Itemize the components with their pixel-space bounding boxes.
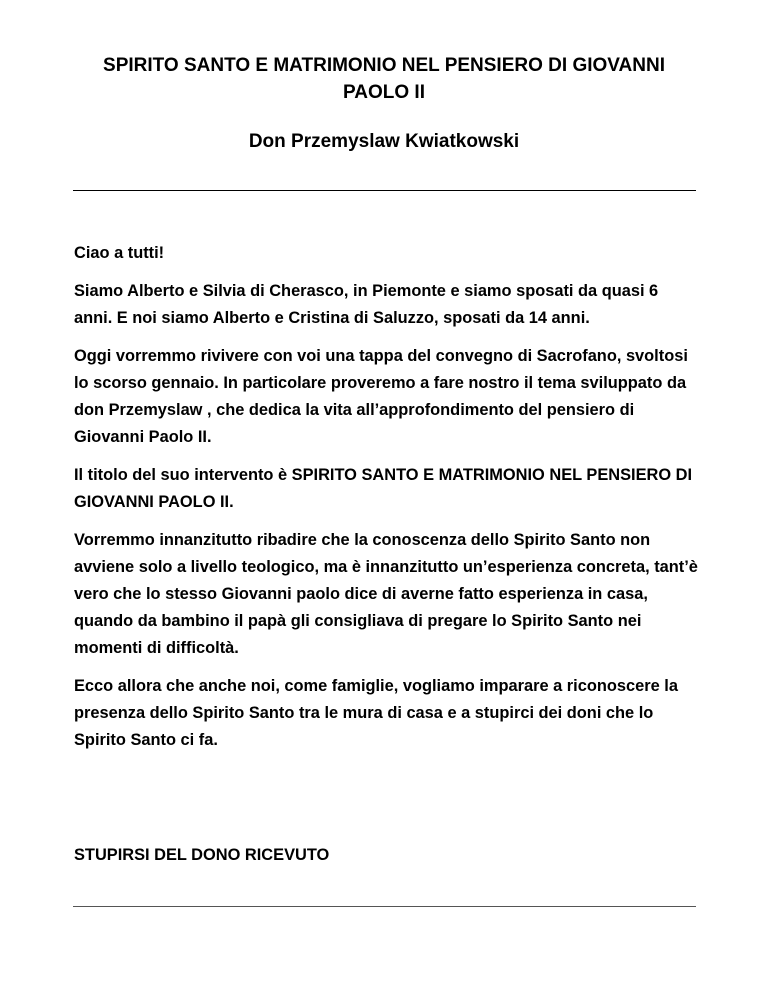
paragraph-esperienza: Vorremmo innanzitutto ribadire che la conoscenza dello Spirito Santo non avviene solo a livello teologico, ma è innanzitutto un’esperienza concreta, tant’è vero che lo stesso Giovanni paolo dice di averne fatto esperienza in casa, quando da bambino il papà gli consigliava di pregare lo Spirito Santo nei momenti di difficoltà. xyxy=(74,531,698,657)
document-body xyxy=(74,240,698,765)
paragraph-greeting: Ciao a tutti! xyxy=(74,244,165,262)
paragraph-titolo: Il titolo del suo intervento è SPIRITO SANTO E MATRIMONIO NEL PENSIERO DI GIOVANNI PAOLO II. xyxy=(74,466,693,511)
section-heading: STUPIRSI DEL DONO RICEVUTO xyxy=(74,846,330,864)
paragraph-famiglie: Ecco allora che anche noi, come famiglie, vogliamo imparare a riconoscere la presenza dello Spirito Santo tra le mura di casa e a stupirci dei doni che lo Spirito Santo ci fa. xyxy=(74,677,678,749)
document-author: Don Przemyslaw Kwiatkowski xyxy=(248,131,520,152)
paragraph-introduction: Siamo Alberto e Silvia di Cherasco, in Piemonte e siamo sposati da quasi 6 anni. E noi siamo Alberto e Cristina di Saluzzo, sposati da 14 anni. xyxy=(74,282,659,327)
paragraph-convegno: Oggi vorremmo rivivere con voi una tappa del convegno di Sacrofano, svoltosi lo scorso gennaio. In particolare proveremo a fare nostro il tema sviluppato da don Przemyslaw , che dedica la vita all’approfondimento del pensiero di Giovanni Paolo II. xyxy=(74,347,688,446)
document-title xyxy=(60,52,708,106)
header-divider xyxy=(73,190,696,191)
document-title-line-1: SPIRITO SANTO E MATRIMONIO NEL PENSIERO DI GIOVANNI xyxy=(103,55,665,76)
section-divider xyxy=(73,906,696,907)
document-title-line-2: PAOLO II xyxy=(343,82,425,103)
